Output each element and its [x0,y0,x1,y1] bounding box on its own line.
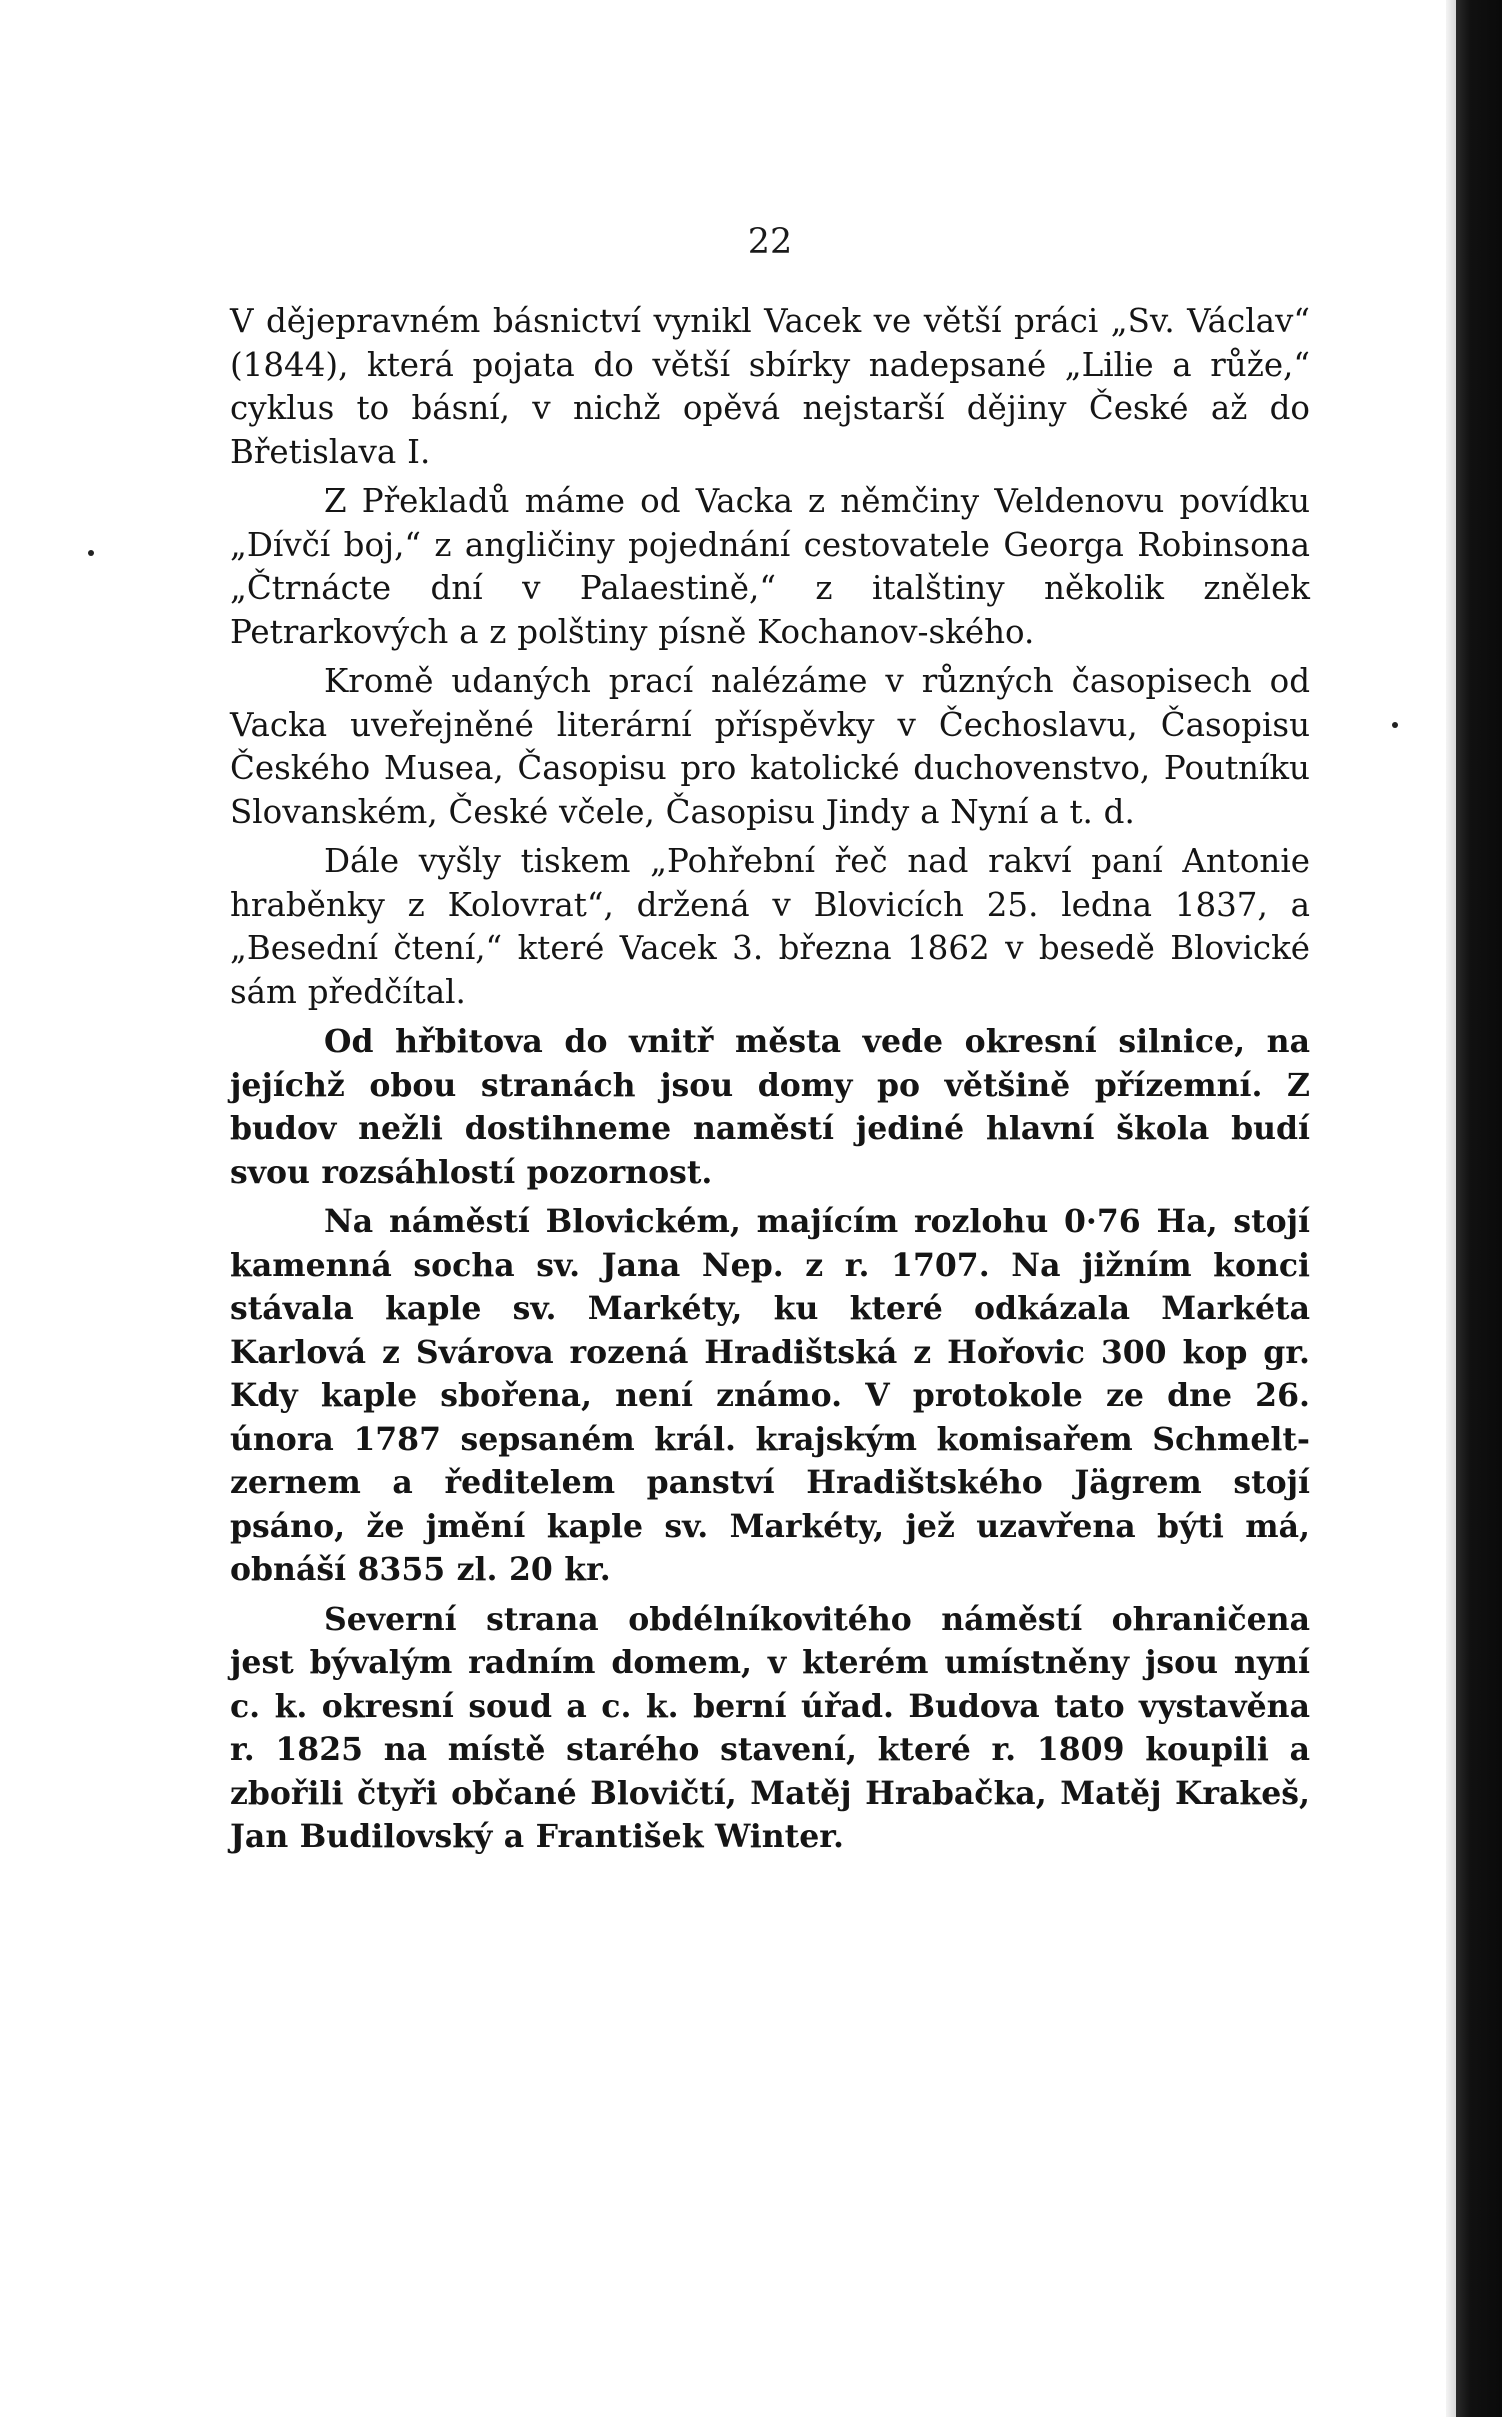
paragraph-4: Dále vyšly tiskem „Pohřební řeč nad rakví paní Antonie hraběnky z Kolovrat“, držená v Blovicích 25. ledna 1837, a „Besední čtení,“ které Vacek 3. března 1862 v besedě Blovické sám předčítal. [230,842,1310,1011]
paragraph-7: Severní strana obdélníkovitého náměstí ohraničena jest bývalým radním domem, v kterém umístněny jsou nyní c. k. okresní soud a c. k. berní úřad. Budova tato vystavěna r. 1825 na místě starého stavení, které r. 1809 koupili a zbořili čtyři občané Blovičtí, Matěj Hrabačka, Matěj Krakeš, Jan Budilovský a František Winter. [230,1600,1310,1855]
book-spine-edge [1456,0,1502,2417]
page-number: 22 [747,222,793,262]
paragraph-1: V dějepravném básnictví vynikl Vacek ve větší práci „Sv. Václav“ (1844), která pojata do větší sbírky nadepsané „Lilie a růže,“ cyklus to básní, v nichž opěvá nejstarší dějiny České až do Břetislava I. [230,302,1310,471]
scan-speck [88,550,94,556]
paragraph-2: Z Překladů máme od Vacka z němčiny Veldenovu povídku „Dívčí boj,“ z angličiny pojednání cestovatele Georga Robinsona „Čtrnácte dní v Palaestině,“ z italštiny několik znělek Petrarkových a z polštiny písně Kochanov-ského. [230,482,1310,651]
body-text [230,300,1310,1865]
paragraph-3: Kromě udaných prací nalézáme v různých časopisech od Vacka uveřejněné literární příspěvky v Čechoslavu, Časopisu Českého Musea, Časopisu pro katolické duchovenstvo, Poutníku Slovanském, České včele, Časopisu Jindy a Nyní a t. d. [230,662,1310,831]
page-edge-shadow [1446,0,1456,2417]
scan-speck [1392,722,1398,728]
paragraph-6: Na náměstí Blovickém, majícím rozlohu 0·76 Ha, stojí kamenná socha sv. Jana Nep. z r. 1707. Na jižním konci stávala kaple sv. Markéty, ku které odkázala Markéta Karlová z Svárova rozená Hradištská z Hořovic 300 kop gr. Kdy kaple sbořena, není známo. V protokole ze dne 26. února 1787 sepsaném král. krajským komisařem Schmelt-zernem a ředitelem panství Hradištského Jägrem stojí psáno, že jmění kaple sv. Markéty, jež uzavřena býti má, obnáší 8355 zl. 20 kr. [230,1203,1310,1588]
paragraph-5: Od hřbitova do vnitř města vede okresní silnice, na jejíchž obou stranách jsou domy po většině přízemní. Z budov nežli dostihneme naměstí jediné hlavní škola budí svou rozsáhlostí pozornost. [230,1023,1310,1191]
